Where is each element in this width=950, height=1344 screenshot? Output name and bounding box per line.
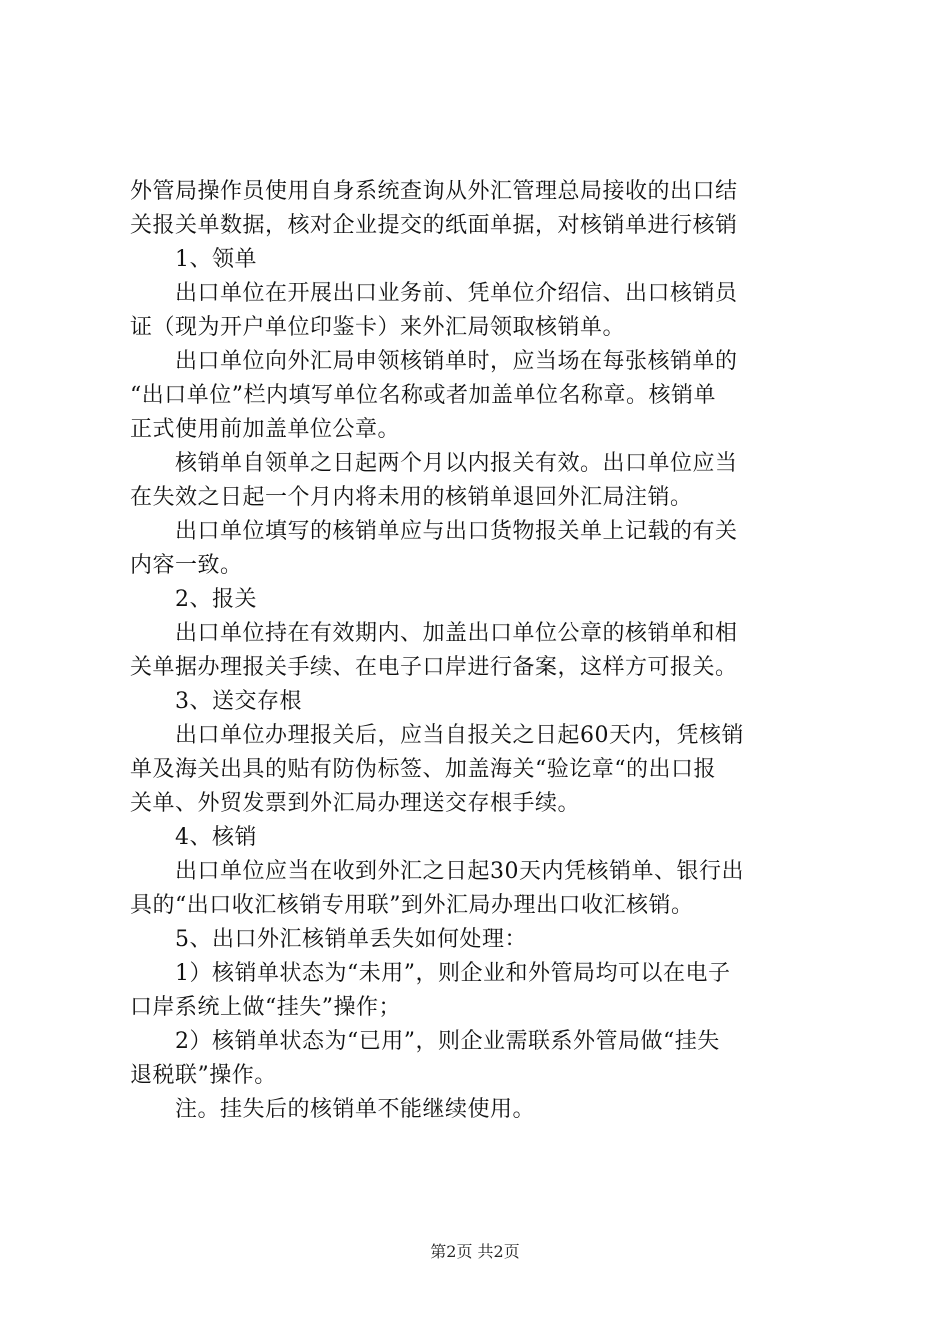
- text-line: 退税联”操作。: [130, 1063, 277, 1088]
- text-line: 出口单位填写的核销单应与出口货物报关单上记载的有关: [130, 519, 738, 544]
- text-line: 关报关单数据，核对企业提交的纸面单据，对核销单进行核销: [130, 213, 738, 238]
- text-line: 出口单位向外汇局申领核销单时，应当场在每张核销单的: [130, 349, 738, 374]
- note-line: 注。挂失后的核销单不能继续使用。: [130, 1097, 536, 1122]
- text-line: 单及海关出具的贴有防伪标签、加盖海关“验讫章“的出口报: [130, 757, 716, 782]
- text-line: 内容一致。: [130, 553, 243, 578]
- text-line: 正式使用前加盖单位公章。: [130, 417, 401, 442]
- text-line: 核销单自领单之日起两个月以内报关有效。出口单位应当: [130, 451, 738, 476]
- text-line: 口岸系统上做“挂失”操作；: [130, 995, 401, 1020]
- text-line: 出口单位持在有效期内、加盖出口单位公章的核销单和相: [130, 621, 738, 646]
- text-line: 具的“出口收汇核销专用联”到外汇局办理出口收汇核销。: [130, 893, 694, 918]
- text-line: 出口单位应当在收到外汇之日起30天内凭核销单、银行出: [130, 859, 744, 884]
- text-line: 出口单位办理报关后，应当自报关之日起60天内，凭核销: [130, 723, 744, 748]
- section-heading-4: 4、核销: [130, 825, 257, 850]
- section-heading-3: 3、送交存根: [130, 689, 302, 714]
- section-heading-5: 5、出口外汇核销单丢失如何处理：: [130, 927, 527, 952]
- page-number-footer: 第2页 共2页: [430, 1242, 520, 1261]
- section-heading-1: 1、领单: [130, 247, 257, 272]
- text-line: 证（现为开户单位印鉴卡）来外汇局领取核销单。: [130, 315, 626, 340]
- text-line: 关单、外贸发票到外汇局办理送交存根手续。: [130, 791, 581, 816]
- text-line: 外管局操作员使用自身系统查询从外汇管理总局接收的出口结: [130, 179, 738, 204]
- text-line: 2）核销单状态为“已用”，则企业需联系外管局做“挂失: [130, 1029, 720, 1054]
- text-line: 出口单位在开展出口业务前、凭单位介绍信、出口核销员: [130, 281, 738, 306]
- text-line: “出口单位”栏内填写单位名称或者加盖单位名称章。核销单: [130, 383, 716, 408]
- section-heading-2: 2、报关: [130, 587, 257, 612]
- text-line: 在失效之日起一个月内将未用的核销单退回外汇局注销。: [130, 485, 693, 510]
- text-line: 关单据办理报关手续、在电子口岸进行备案，这样方可报关。: [130, 655, 738, 680]
- text-line: 1）核销单状态为“未用”，则企业和外管局均可以在电子: [130, 961, 731, 986]
